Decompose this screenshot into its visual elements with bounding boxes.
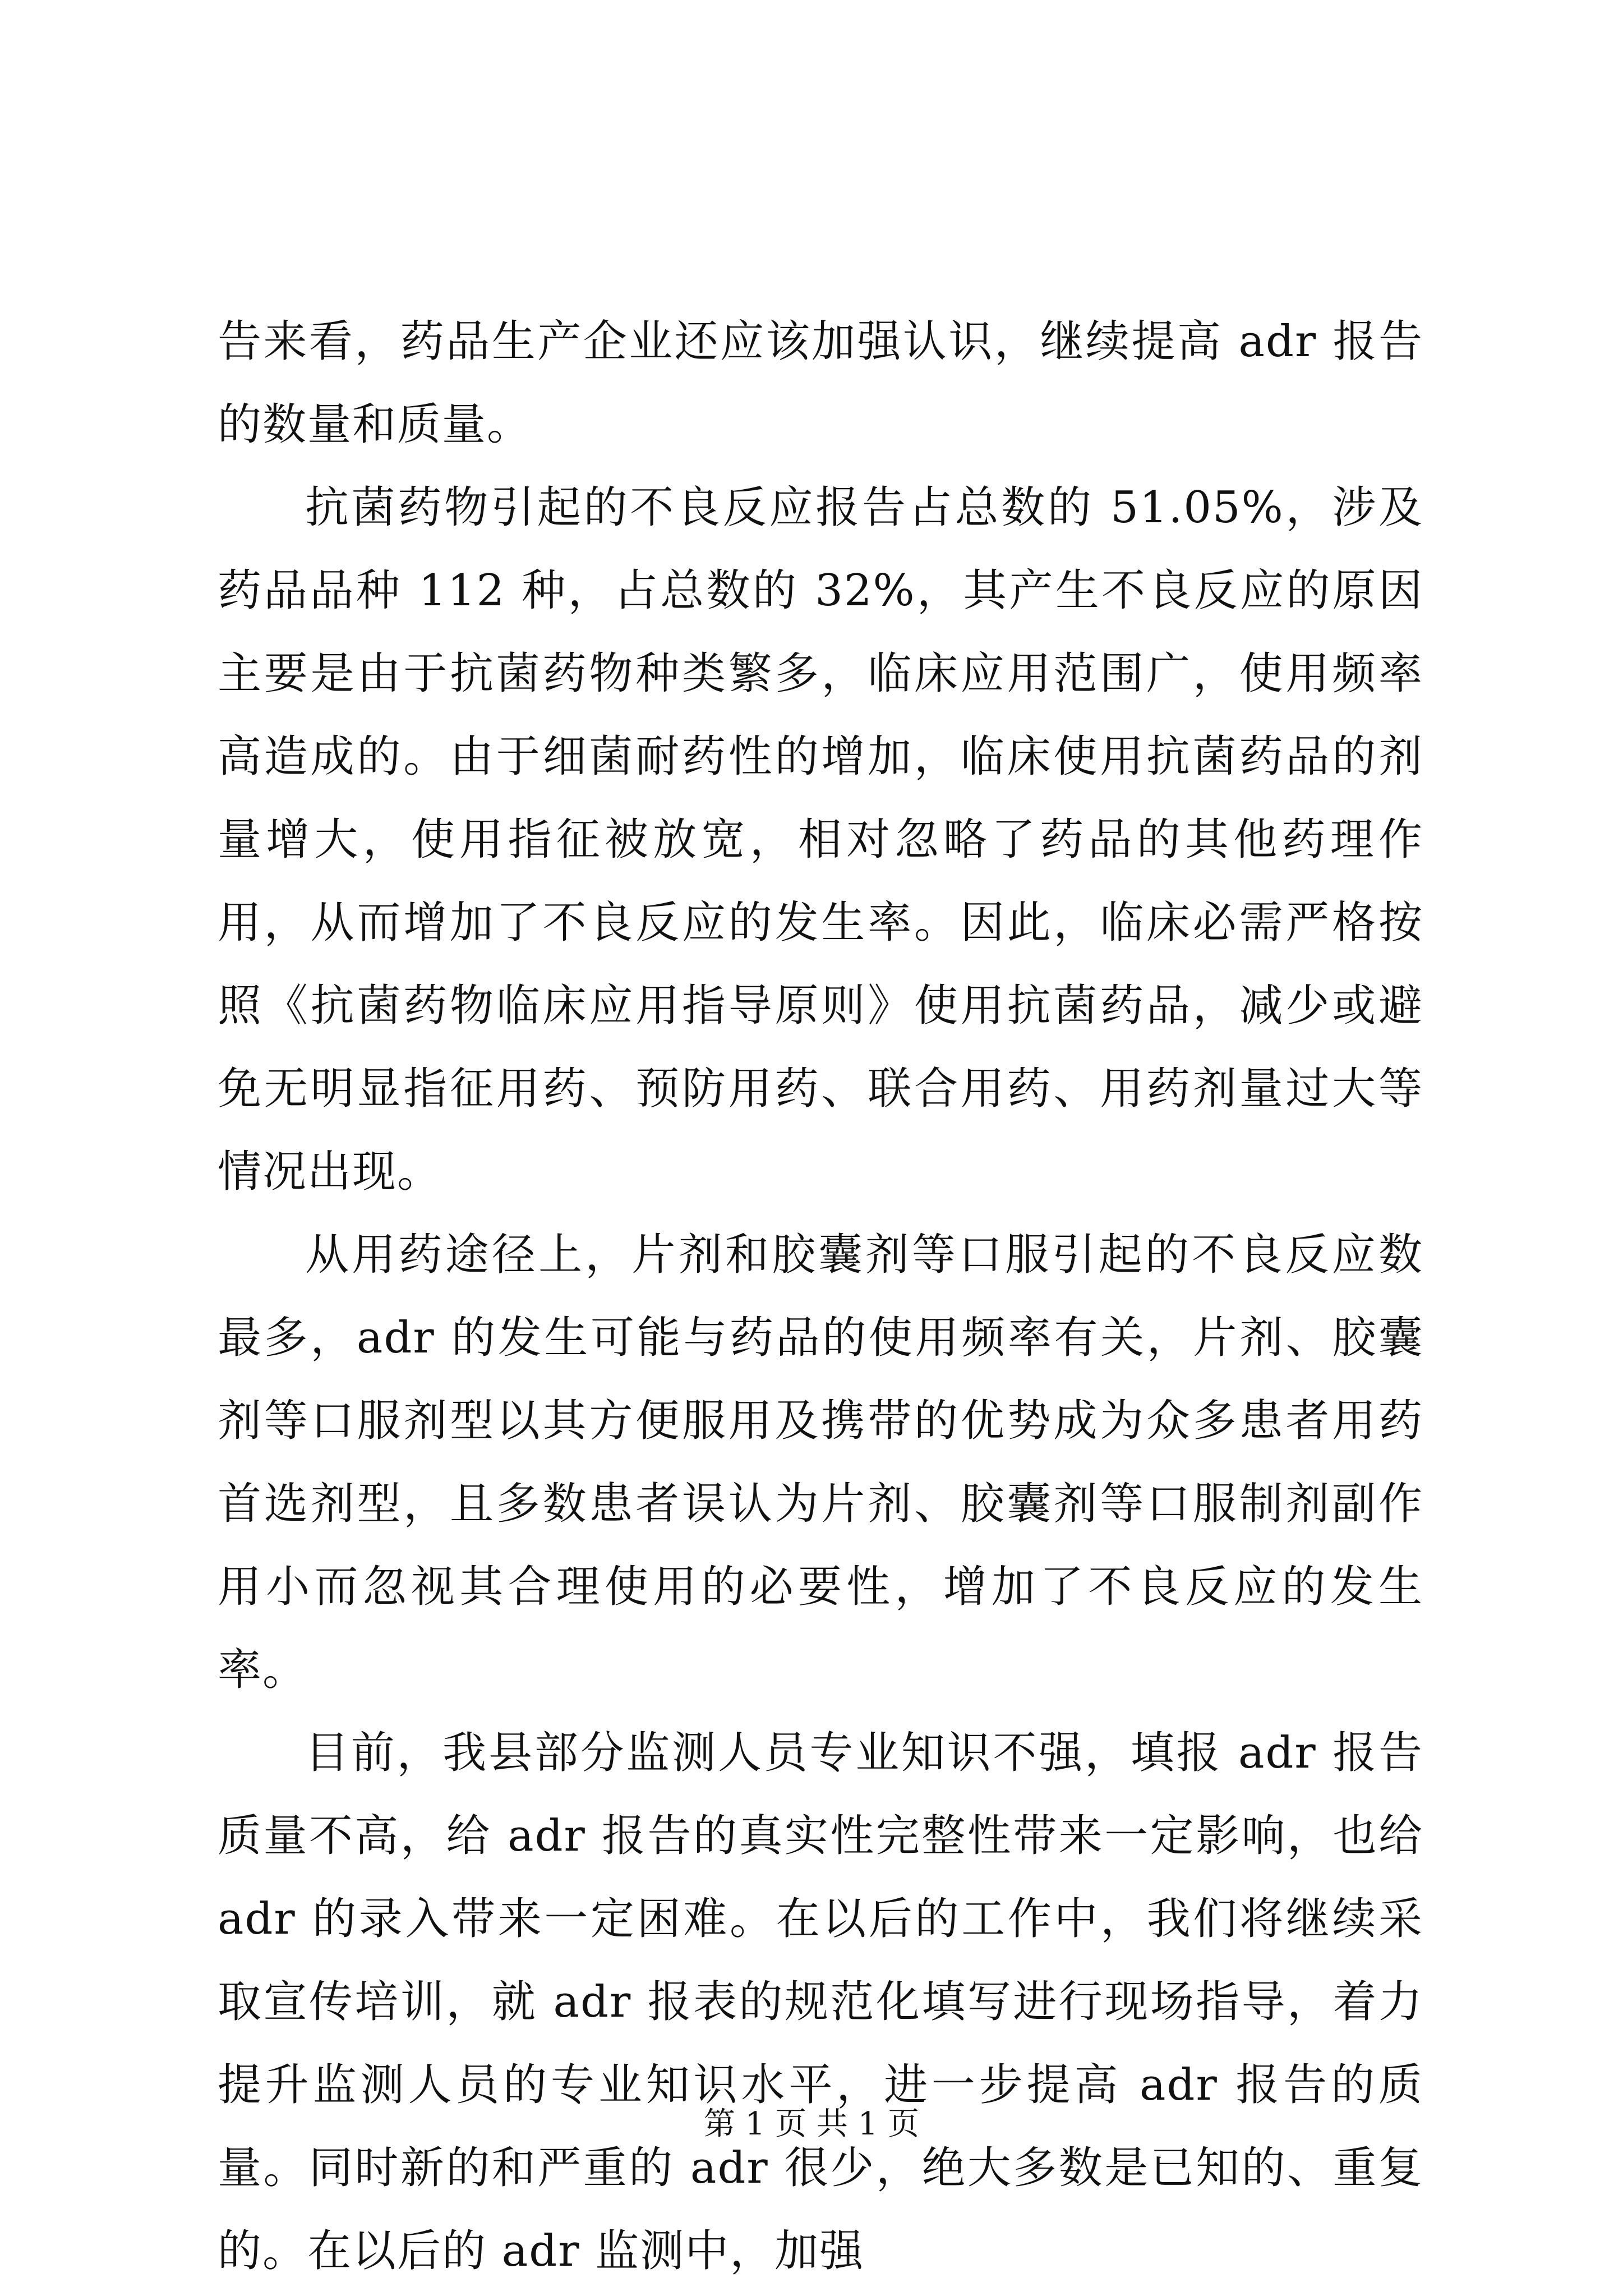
paragraph-2: 抗菌药物引起的不良反应报告占总数的 51.05%，涉及药品品种 112 种，占总数的 32%，其产生不良反应的原因主要是由于抗菌药物种类繁多，临床应用范围广，使用频率高造成的。由于细菌耐药性的增加，临床使用抗菌药品的剂量增大，使用指征被放宽，相对忽略了药品的其他药理作用，从而增加了不良反应的发生率。因此，临床必需严格按照《抗菌药物临床应用指导原则》使用抗菌药品，减少或避免无明显指征用药、预防用药、联合用药、用药剂量过大等情况出现。 xyxy=(218,482,1423,1197)
paragraph-3: 从用药途径上，片剂和胶囊剂等口服引起的不良反应数最多，adr 的发生可能与药品的使用频率有关，片剂、胶囊剂等口服剂型以其方便服用及携带的优势成为众多患者用药首选剂型，且多数患者误认为片剂、胶囊剂等口服制剂副作用小而忽视其合理使用的必要性，增加了不良反应的发生率。 xyxy=(218,1230,1423,1695)
paragraph-4: 目前，我县部分监测人员专业知识不强，填报 adr 报告质量不高，给 adr 报告的真实性完整性带来一定影响，也给 adr 的录入带来一定困难。在以后的工作中，我们将继续采取宣传培训，就 adr 报表的规范化填写进行现场指导，着力提升监测人员的专业知识水平，进一步提高 adr 报告的质量。同时新的和严重的 adr 很少，绝大多数是已知的、重复的。在以后的 adr 监测中，加强 xyxy=(218,1728,1423,2276)
paragraph-1: 告来看，药品生产企业还应该加强认识，继续提高 adr 报告的数量和质量。 xyxy=(218,316,1423,450)
document-body xyxy=(218,300,1423,2293)
page-footer: 第 1 页 共 1 页 xyxy=(703,2106,920,2142)
